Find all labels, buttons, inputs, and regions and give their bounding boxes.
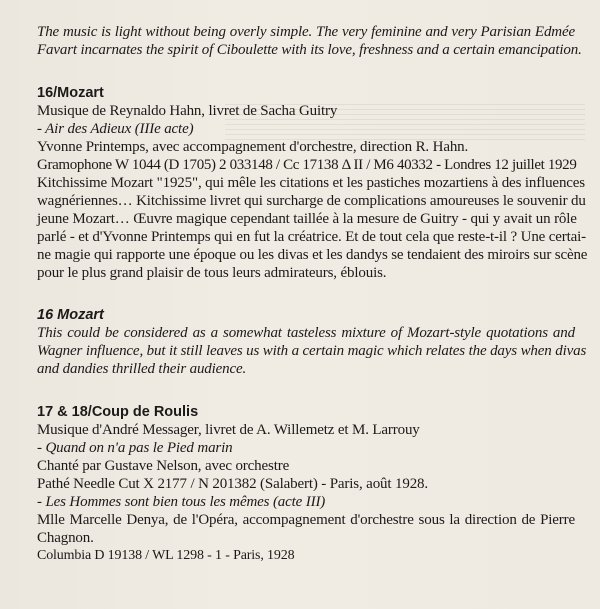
song-title: - Air des Adieux (IIIe acte) xyxy=(37,121,194,137)
commentary-line: jeune Mozart… Œuvre magique cependant taillée à la mesure de Guitry - qui y avait un rôle xyxy=(37,211,577,227)
commentary-line: parlé - et d'Yvonne Printemps qui en fut la créatrice. Et de tout cela que reste-t-il ? Une certai- xyxy=(37,229,587,245)
track-16-french-section xyxy=(37,84,588,282)
track-16-heading: 16/Mozart xyxy=(37,85,104,101)
composer-credit: Musique de Reynaldo Hahn, livret de Sacha Guitry xyxy=(37,103,338,119)
performer-credit: Yvonne Printemps, avec accompagnement d'orchestre, direction R. Hahn. xyxy=(37,139,469,155)
english-commentary-line: This could be considered as a somewhat tasteless mixture of Mozart-style quotations and xyxy=(37,325,575,341)
commentary-line: pour le plus grand plaisir de tous leurs admirateurs, éblouis. xyxy=(37,265,387,281)
english-commentary-line: Wagner influence, but it still leaves us with a certain magic which relates the days when divas xyxy=(37,343,587,359)
performer-credit: Chanté par Gustave Nelson, avec orchestre xyxy=(37,458,290,474)
intro-english-paragraph xyxy=(37,23,582,59)
track-17-18-heading: 17 & 18/Coup de Roulis xyxy=(37,404,199,420)
intro-line: Favart incarnates the spirit of Ciboulette with its love, freshness and a certain emancipation. xyxy=(37,42,582,58)
track-16-english-heading: 16 Mozart xyxy=(37,307,104,323)
commentary-line: wagnériennes… Kitchissime livret qui surcharge de complications amoureuses le souvenir du xyxy=(37,193,586,209)
intro-line: The music is light without being overly simple. The very feminine and very Parisian Edmée xyxy=(37,24,575,40)
performer-credit: Chagnon. xyxy=(37,530,94,546)
track-16-english-section xyxy=(37,306,587,378)
performer-credit: Mlle Marcelle Denya, de l'Opéra, accompagnement d'orchestre sous la direction de Pierre xyxy=(37,512,575,528)
recording-details: Pathé Needle Cut X 2177 / N 201382 (Salabert) - Paris, août 1928. xyxy=(37,476,429,492)
recording-details: Columbia D 19138 / WL 1298 - 1 - Paris, 1928 xyxy=(37,548,295,563)
song-title: - Quand on n'a pas le Pied marin xyxy=(37,440,233,456)
commentary-line: ne magie qui rapporte une époque ou les divas et les dandys se tendaient des miroirs sur scène xyxy=(37,247,588,263)
composer-credit: Musique d'André Messager, livret de A. Willemetz et M. Larrouy xyxy=(37,422,420,438)
english-commentary-line: and dandies thrilled their audience. xyxy=(37,361,247,377)
song-title: - Les Hommes sont bien tous les mêmes (acte III) xyxy=(37,494,326,510)
commentary-line: Kitchissime Mozart "1925", qui mêle les citations et les pastiches mozartiens à des influences xyxy=(37,175,585,191)
track-17-18-french-section xyxy=(37,403,575,565)
recording-details: Gramophone W 1044 (D 1705) 2 033148 / Cc 17138 Δ II / M6 40332 - Londres 12 juillet 1929 xyxy=(37,157,577,173)
